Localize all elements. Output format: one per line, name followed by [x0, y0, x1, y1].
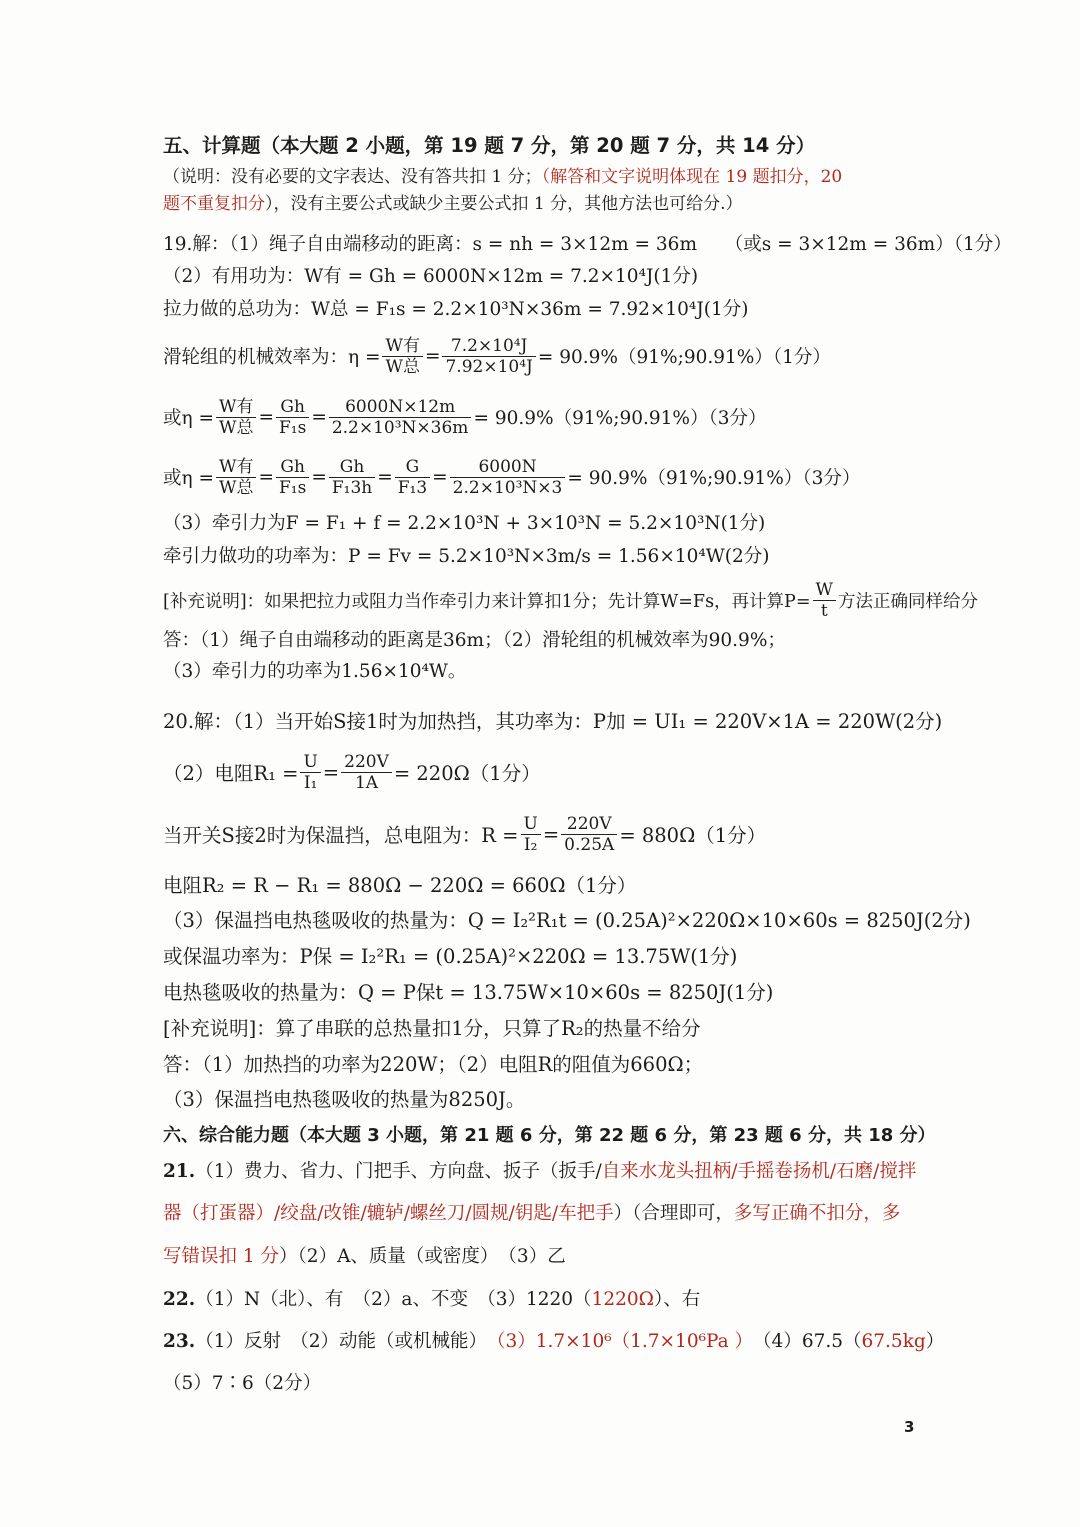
q19-line3: 拉力做的总功为：W总 = F₁s = 2.2×10³N×36m = 7.92×10⁴J(1分): [163, 299, 749, 320]
fraction: Gh F₁3h: [329, 457, 375, 498]
q23-line2: （5）7∶6（2分）: [163, 1373, 322, 1394]
fraction: $\frac{U}{\text{I₁}}$: [300, 752, 320, 793]
fraction: W有 W总: [216, 457, 256, 498]
fraction: Gh F₁s: [276, 457, 309, 498]
q19-line1: 19.解：（1）绳子自由端移动的距离：s = nh = 3×12m = 36m （或s = 3×12m = 36m）（1分）: [163, 234, 1012, 255]
section5-note-line1: （说明：没有必要的文字表达、没有答共扣 1 分；（解答和文字说明体现在 19 题扣分，20: [163, 167, 843, 187]
q19-answer-line1: 答：（1）绳子自由端移动的距离是36m；（2）滑轮组的机械效率为90.9%；: [163, 630, 786, 651]
section5-note-line2: 题不重复扣分），没有主要公式或缺少主要公式扣 1 分，其他方法也可给分.）: [163, 194, 743, 214]
q19-efficiency-alt1: 或η = W有 W总 = Gh F₁s = $\frac{6000N\times 12m}{\text{2.2×10³N×36m}}$ = 90.9%（91%;90.91%）（3分）: [163, 396, 767, 438]
q20-line1: 20.解：（1）当开始S接1时为加热挡，其功率为：P加 = UI₁ = 220V×1A = 220W(2分): [163, 710, 943, 733]
q20-resistance-r1: （2）电阻R₁ = $\frac{U}{\text{I₁}}$ = $\frac{220V}{1A}$ = 220Ω（1分）: [163, 751, 541, 793]
q21-line2: 器（打蛋器）/绞盘/改锥/辘轳/螺丝刀/圆规/钥匙/车把手）（合理即可，多写正确不扣分，多: [163, 1203, 901, 1224]
q20-supplement: [补充说明]：算了串联的总热量扣1分，只算了R₂的热量不给分: [163, 1017, 701, 1040]
fraction: $\frac{6000N\times 12m}{\text{2.2×10³N×36m}}$: [329, 397, 472, 438]
q19-answer-line2: （3）牵引力的功率为1.56×10⁴W。: [163, 661, 467, 682]
section5-heading: 五、计算题（本大题 2 小题，第 19 题 7 分，第 20 题 7 分，共 14 分）: [163, 134, 816, 157]
q20-line6: 或保温功率为：P保 = I₂²R₁ = (0.25A)²×220Ω = 13.75W(1分): [163, 945, 738, 968]
q20-line4: 电阻R₂ = R − R₁ = 880Ω − 220Ω = 660Ω（1分）: [163, 874, 637, 897]
q20-total-resistance: 当开关S接2时为保温挡，总电阻为：R = $\frac{U}{\text{I₂}}$ = $\frac{220V}{0.25A}$ = 880Ω（1分）: [163, 813, 767, 855]
fraction: $\frac{220V}{0.25A}$: [561, 814, 617, 855]
q20-line7: 电热毯吸收的热量为：Q = P保t = 13.75W×10×60s = 8250J(1分): [163, 981, 774, 1004]
q22-line: 22.（1）N（北）、有 （2）a、不变 （3）1220（1220Ω）、右: [163, 1289, 701, 1310]
q21-line3: 写错误扣 1 分）（2）A、质量（或密度） （3）乙: [163, 1246, 566, 1267]
q20-answer-line1: 答：（1）加热挡的功率为220W；（2）电阻R的阻值为660Ω；: [163, 1053, 704, 1076]
fraction: G F₁3: [395, 457, 430, 498]
q23-line1: 23.（1）反射 （2）动能（或机械能） （3）1.7×10⁶（1.7×10⁶Pa ） （4）67.5（67.5kg）: [163, 1331, 945, 1352]
q19-efficiency-line: 滑轮组的机械效率为：η = W有 W总 = $\frac{\text{7.2×10⁴J}}{\text{7.92×10⁴J}}$ = 90.9%（91%;90.91%）（1分）: [163, 335, 831, 377]
fraction: W有 W总: [382, 336, 422, 377]
fraction: $\frac{W}{t}$: [813, 580, 836, 621]
q20-answer-line2: （3）保温挡电热毯吸收的热量为8250J。: [163, 1088, 526, 1111]
q19-line8: 牵引力做功的功率为：P = Fv = 5.2×10³N×3m/s = 1.56×10⁴W(2分): [163, 546, 770, 567]
q19-supplement: [补充说明]：如果把拉力或阻力当作牵引力来计算扣1分；先计算W=Fs，再计算P= $\frac{W}{t}$ 方法正确同样给分: [163, 579, 978, 621]
page-number: 3: [904, 1418, 915, 1436]
fraction: $\frac{220V}{1A}$: [341, 752, 392, 793]
section6-heading: 六、综合能力题（本大题 3 小题，第 21 题 6 分，第 22 题 6 分，第 23 题 6 分，共 18 分）: [163, 1125, 936, 1146]
fraction: Gh F₁s: [276, 397, 309, 438]
fraction: W有 W总: [216, 397, 256, 438]
fraction: $\frac{\text{7.2×10⁴J}}{\text{7.92×10⁴J}}$: [442, 336, 535, 377]
q20-line5: （3）保温挡电热毯吸收的热量为：Q = I₂²R₁t = (0.25A)²×220Ω×10×60s = 8250J(2分): [163, 909, 971, 932]
fraction: $\frac{U}{\text{I₂}}$: [521, 814, 541, 855]
fraction: $\frac{6000N}{\text{2.2×10³N×3}}$: [450, 457, 566, 498]
q19-line7: （3）牵引力为F = F₁ + f = 2.2×10³N + 3×10³N = 5.2×10³N(1分): [163, 513, 766, 534]
q19-line2: （2）有用功为：W有 = Gh = 6000N×12m = 7.2×10⁴J(1分): [163, 266, 699, 287]
q19-efficiency-alt2: 或η = W有 W总 = Gh F₁s = Gh F₁3h = G F₁3 = $\frac{6000N}{\text{2.2×10³N×3}}$ = 90.9%（91%;90.91%）（3分）: [163, 456, 861, 498]
q21-line1: 21.（1）费力、省力、门把手、方向盘、扳子（扳手/自来水龙头扭柄/手摇卷扬机/石磨/搅拌: [163, 1161, 917, 1182]
